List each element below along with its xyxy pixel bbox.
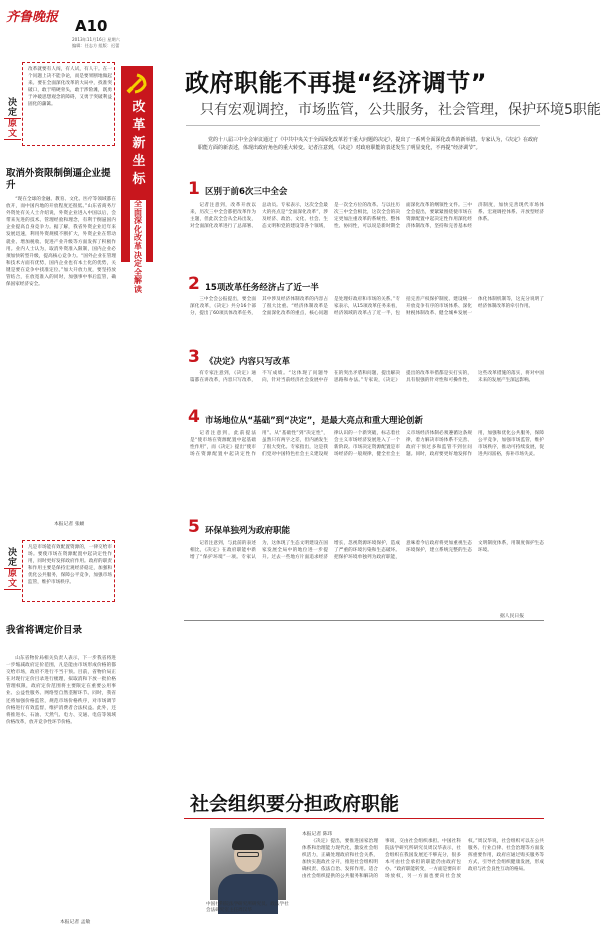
banner-char-2: 革	[132, 118, 146, 133]
banner-char-5: 标	[132, 172, 146, 187]
decision-quote-box-2	[22, 540, 115, 602]
article2-byline: 本报记者 陈玮	[302, 832, 333, 837]
section-5-text: 记者注意到，与此前的表述相比，《决定》在政府职能中新增了“保护环境”一项。专家认为，这体现了生态文明建设在国家发展全局中的地位进一步提升。过去一些地方片面追求经济增长，忽视资源环境保护，造成了严重的环境污染和生态破坏。把保护环境单独列为政府职能，意味着今后政府将更加重视生态环境保护，建立系统完整的生态文明制度体系，用制度保护生态环境。	[190, 541, 544, 561]
left-article-2-body	[6, 655, 116, 917]
section-2-text: 三中全会公报提出，要全面深化改革，《决定》共分16个部分，提出了60项具体改革任务，其中涉及经济体制改革的内容占了很大比重。“经济体制改革是全面深化改革的重点，核心问题是处理好政府和市场的关系。”专家表示，从15项改革任务来看，经济领域的改革占了近一半，包括完善产权保护制度、建设统一开放竞争有序的市场体系、深化财税体制改革、健全城乡发展一体化体制机制等，这充分说明了经济体制改革的牵引作用。	[190, 297, 544, 317]
section-2-number: 2	[188, 274, 200, 294]
main-headline: 政府职能不再提“经济调节”	[185, 69, 488, 97]
section-4-number: 4	[188, 407, 200, 427]
left-headline-1: 取消外资限制倒逼企业提升	[6, 168, 111, 191]
main-credit: 据人民日报	[500, 614, 524, 619]
banner-sub-char-7: 决	[134, 250, 142, 260]
article-divider	[184, 620, 544, 621]
decision-label-2	[4, 548, 21, 590]
issue-meta	[72, 37, 142, 49]
decision-label-2-line1: 决定	[7, 548, 17, 568]
article2-text: 《决定》提出，要推进国家治理体系和治理能力现代化，激发社会组织活力，正确处理政府和社会关系，加快实施政社分开，推进社会组织明确权责、依法自治、发挥作用。适合由社会组织提供的公共服务和解决的事项，交由社会组织承担。中国社科院法学研究所研究员周汉华表示，社会组织在我国发展还不够充分，很多本可由社会承担的职能仍由政府包办。“政府职能转变，一方面是要向市场放权，另一方面也要向社会放权。”周汉华说，社会组织可以在公共服务、行业自律、社会治理等方面发挥重要作用，政府应通过购买服务等方式，引导社会组织健康发展，形成政府与社会良性互动的格局。	[302, 839, 544, 880]
left-headline-2: 我省将调定价目录	[6, 625, 83, 636]
section-2-title: 15项改革任务经济占了近一半	[205, 283, 319, 293]
left-article-1-credit: 本报记者 张頔	[54, 522, 85, 527]
photo-figure-glasses	[237, 852, 259, 857]
left-article-1-body	[6, 196, 116, 520]
decision-quote-box-1	[22, 62, 115, 146]
newspaper-masthead: 齐鲁晚报	[6, 10, 59, 25]
banner-sub-char-2: 面	[134, 207, 142, 217]
banner-char-4: 坐	[132, 154, 146, 169]
banner-sub-char-4: 化	[134, 224, 142, 234]
decision-label-1	[4, 98, 21, 140]
page-number: A10	[75, 17, 108, 35]
main-subheadline: 只有宏观调控，市场监管，公共服务，社会管理，保护环境5职能	[200, 102, 601, 118]
banner-sub-char-1: 全	[134, 199, 142, 208]
article2-body	[302, 838, 544, 926]
section-2-body	[190, 296, 544, 346]
party-emblem-icon	[124, 70, 150, 96]
left-article-2-credit: 本报记者 孟敏	[60, 920, 91, 925]
section-1-body	[190, 202, 544, 266]
section-4-text: 记者注意到，此前提法是“使市场在资源配置中起基础性作用”，而《决定》提出“使市场在资源配置中起决定性作用”。从“基础性”到“决定性”，虽然只有两字之差，但内涵发生了很大变化。专家指出，这是我们党对中国特色社会主义建设规律认识的一个新突破，标志着社会主义市场经济发展进入了一个新阶段。市场决定资源配置是市场经济的一般规律，健全社会主义市场经济体制必须遵循这条规律，着力解决市场体系不完善、政府干预过多和监管不到位问题。同时，政府要更好地发挥作用，加强和优化公共服务，保障公平竞争，加强市场监管，维护市场秩序，推动可持续发展，促进共同富裕，弥补市场失灵。	[190, 431, 544, 458]
issue-editor: 编辑：任志方 组版：迟蕾	[72, 43, 120, 48]
left-article-1-text: “现在全球的金融、教育、文化、医疗等领域都在放开，而中国内地的开放程度还很低。”山东省商务厅外资处有关人士介绍说，外资企业进入中国以后，会带来先进的技术、管理经验和理念，有利于倒逼国内企业提高自身竞争力。据了解，我省外资企业近年来发展迅速，利用外资规模不断扩大，外资企业在带动就业、增加税收、促进产业升级等方面发挥了积极作用。业内人士认为，取消外资准入限制，国内企业必须加快转型升级，提高核心竞争力。“国外企业在管理和技术方面有优势，国内企业也有本土化的优势，关键是要在竞争中找准定位。”加大开放力度，要坚持放管结合，在放宽准入的同时，加强事中事后监管，确保国家经济安全。	[6, 197, 116, 288]
banner-sub-char-3: 深	[134, 216, 142, 226]
banner-sub-char-8: 定	[134, 259, 142, 269]
section-4-body	[190, 430, 544, 520]
section-5-body	[190, 540, 544, 610]
section-3-title: 《决定》内容只写改革	[205, 357, 291, 367]
headline-divider	[186, 125, 540, 126]
section-4-title: 市场地位从“基础”到“决定”，是最大亮点和重大理论创新	[205, 416, 423, 426]
banner-sub-char-10: 解	[134, 276, 142, 286]
section-1-number: 1	[188, 179, 200, 199]
photo-caption: 中国社科院法学研究所研究员、政法学社会法研究室主任周汉华	[206, 902, 289, 914]
section-3-body	[190, 370, 544, 406]
issue-date: 2013年11月16日 星期六	[72, 37, 120, 42]
banner-subtitle	[130, 200, 146, 295]
section-5-number: 5	[188, 517, 200, 537]
interviewee-photo	[210, 828, 286, 900]
section-1-text: 记者注意到，改革开放以来，历次三中全会都把改革作为主题，但此次全会从全局出发，对全面深化改革进行了总部署、总动员。专家表示，这次全会最大的亮点是“全面深化改革”，涉及经济、政治、文化、社会、生态文明和党的建设等各个领域，是一次全方位的改革。与以往历次三中全会相比，这次全会的决定更加注重改革的系统性、整体性、协同性，可以说是新时期全面深化改革的纲领性文件。三中全会提出，要紧紧围绕使市场在资源配置中起决定性作用深化经济体制改革，坚持和完善基本经济制度，加快完善现代市场体系、宏观调控体系、开放型经济体系。	[190, 203, 544, 230]
article2-rule	[184, 818, 544, 819]
banner-sub-char-6: 革	[134, 241, 142, 251]
section-5-title: 环保单独列为政府职能	[205, 526, 291, 536]
section-3-number: 3	[188, 347, 200, 367]
banner-sub-char-11: 读	[134, 284, 142, 294]
main-lead: 党的十八届三中全会审议通过了《中共中央关于全面深化改革若干重大问题的决定》，提出了一系列全面深化改革的新举措。专家认为，《决定》在政府职能方面的新表述，体现出政府角色的重大转变。记者注意到，《决定》对政府职能的表述发生了明显变化，不再提“经济调节”。	[198, 137, 539, 151]
banner-sub-char-9: 全	[134, 267, 142, 277]
decision-label-2-line2: 原文	[4, 568, 21, 590]
decision-label-1-line2: 原文	[4, 118, 21, 140]
section-3-text: 有专家注意到，《决定》通篇都在讲改革，内容只写改革，不写成绩。“这体现了问题导向，针对当前经济社会发展中存在的突出矛盾和问题，提出解决思路和办法。”专家说，《决定》提出的改革举措都是实打实的，具有很强的针对性和可操作性，这些改革措施的落实，将对中国未来的发展产生深远影响。	[190, 371, 544, 384]
decision-quote-text-1: 改革就要有人闯，有人试，有人干。在一个问题上决不能争论，而是要果断地做起来。要在全面深化改革的大局中，找准突破口，敢于啃硬骨头，敢于涉险滩，既勇于冲破思想观念的障碍，又勇于突破利益固化的藩篱。	[28, 67, 112, 108]
article2-headline: 社会组织要分担政府职能	[190, 793, 400, 815]
photo-figure-hair	[232, 834, 264, 850]
banner-char-1: 改	[132, 100, 146, 115]
left-article-2-text: 山东省物价局相关负责人表示，下一步我省将进一步缩减政府定价范围，凡是能由市场形成价格的都交给市场，政府不进行不当干预。目前，省物价局正在对现行定价目录进行梳理，拟取消和下放一批价格管理权限，政府定价范围将主要限定在重要公用事业、公益性服务、网络型自然垄断环节。同时，我省还将加强价格监管，规范市场价格秩序，对市场调节价格进行有效监督，维护消费者合法权益。此外，还将推进水、石油、天然气、电力、交通、电信等领域价格改革，放开竞争性环节价格。	[6, 656, 116, 725]
banner-char-3: 新	[132, 136, 146, 151]
banner-sub-char-5: 改	[134, 233, 142, 243]
decision-quote-text-2: 凡是市场能有效配置资源的，一律交给市场。要使市场在资源配置中起决定性作用，同时更好发挥政府作用。政府的职责和作用主要是保持宏观经济稳定，加强和优化公共服务，保障公平竞争，加强市场监管，维护市场秩序。	[28, 545, 112, 586]
decision-label-1-line1: 决定	[7, 98, 17, 118]
section-1-title: 区别于前6次三中全会	[205, 187, 288, 197]
